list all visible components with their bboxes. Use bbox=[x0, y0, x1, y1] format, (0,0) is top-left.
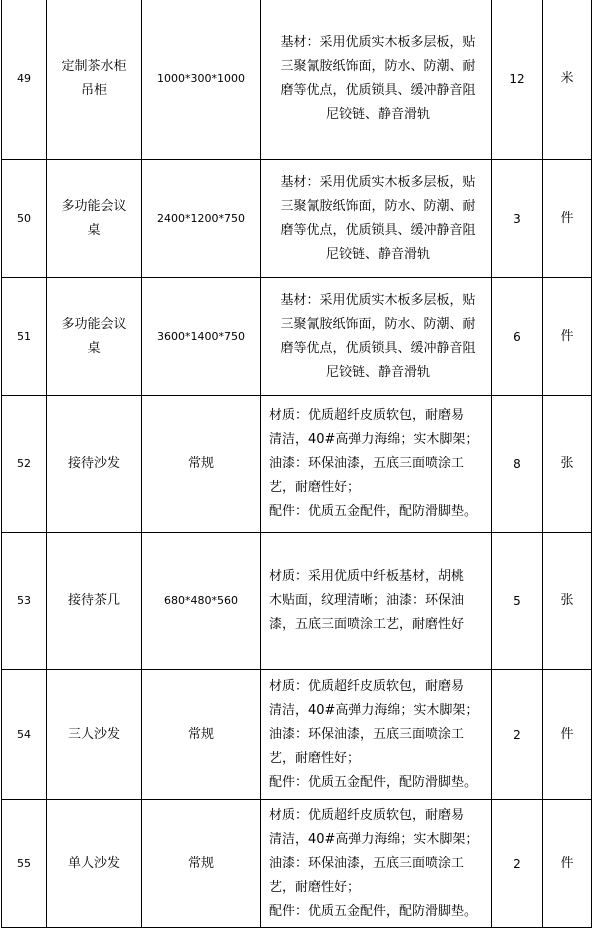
item-quantity: 3 bbox=[492, 160, 543, 278]
item-number: 55 bbox=[2, 800, 47, 928]
table-row bbox=[2, 0, 592, 160]
item-number: 53 bbox=[2, 533, 47, 670]
item-spec: 常规 bbox=[142, 670, 261, 800]
description-line: 基材：采用优质实木板多层板，贴 bbox=[280, 174, 476, 190]
item-quantity: 8 bbox=[492, 396, 543, 533]
item-name bbox=[47, 533, 142, 670]
item-name-line: 接待茶几 bbox=[67, 593, 120, 608]
item-spec: 常规 bbox=[142, 396, 261, 533]
item-name bbox=[47, 160, 142, 278]
description-line: 尼铰链、静音滑轨 bbox=[325, 246, 430, 262]
description-line: 艺，耐磨性好； bbox=[269, 879, 361, 895]
description-line: 油漆：环保油漆，五底三面喷涂工 bbox=[269, 855, 465, 871]
description-line: 油漆：环保油漆，五底三面喷涂工 bbox=[269, 456, 465, 471]
item-description bbox=[261, 533, 492, 670]
description-line: 磨等优点，优质锁具、缓冲静音阻 bbox=[280, 83, 476, 98]
description-line: 尼铰链、静音滑轨 bbox=[325, 107, 430, 122]
table-row bbox=[2, 278, 592, 396]
item-name-line: 三人沙发 bbox=[67, 726, 120, 742]
description-line: 磨等优点，优质锁具、缓冲静音阻 bbox=[280, 340, 476, 356]
table-row bbox=[2, 533, 592, 670]
item-unit: 件 bbox=[543, 278, 592, 396]
item-name bbox=[47, 396, 142, 533]
description-line: 配件：优质五金配件，配防滑脚垫。 bbox=[269, 504, 478, 519]
item-unit: 张 bbox=[543, 396, 592, 533]
item-unit: 件 bbox=[543, 670, 592, 800]
description-line: 木贴面，纹理清晰；油漆：环保油 bbox=[269, 593, 465, 608]
table-row bbox=[2, 800, 592, 928]
description-line: 三聚氰胺纸饰面，防水、防潮、耐 bbox=[280, 59, 476, 74]
item-quantity: 2 bbox=[492, 670, 543, 800]
item-unit: 米 bbox=[543, 0, 592, 160]
description-line: 清洁，40#高弹力海绵；实木脚架； bbox=[269, 702, 479, 718]
item-spec: 680*480*560 bbox=[142, 533, 261, 670]
item-name bbox=[47, 800, 142, 928]
item-unit: 件 bbox=[543, 800, 592, 928]
item-spec: 常规 bbox=[142, 800, 261, 928]
item-number: 50 bbox=[2, 160, 47, 278]
item-spec: 3600*1400*750 bbox=[142, 278, 261, 396]
description-line: 材质：优质超纤皮质软包，耐磨易 bbox=[269, 408, 465, 423]
table-row bbox=[2, 670, 592, 800]
item-name bbox=[47, 0, 142, 160]
item-name-line: 接待沙发 bbox=[67, 456, 120, 471]
furniture-spec-table bbox=[1, 0, 592, 928]
item-name-line: 定制茶水柜 bbox=[61, 59, 127, 74]
item-number: 52 bbox=[2, 396, 47, 533]
table-row bbox=[2, 160, 592, 278]
table-row bbox=[2, 396, 592, 533]
description-line: 材质：优质超纤皮质软包，耐磨易 bbox=[269, 678, 465, 694]
description-line: 三聚氰胺纸饰面，防水、防潮、耐 bbox=[280, 316, 476, 332]
item-description bbox=[261, 160, 492, 278]
description-line: 配件：优质五金配件，配防滑脚垫。 bbox=[269, 774, 478, 790]
item-spec: 2400*1200*750 bbox=[142, 160, 261, 278]
description-line: 艺，耐磨性好； bbox=[269, 750, 361, 766]
item-name-line: 多功能会议 bbox=[61, 316, 127, 332]
description-line: 清洁，40#高弹力海绵；实木脚架； bbox=[269, 831, 479, 847]
item-name-line: 吊柜 bbox=[80, 83, 107, 98]
description-line: 清洁，40#高弹力海绵；实木脚架； bbox=[269, 432, 479, 447]
item-description bbox=[261, 278, 492, 396]
item-number: 54 bbox=[2, 670, 47, 800]
item-number: 51 bbox=[2, 278, 47, 396]
item-quantity: 6 bbox=[492, 278, 543, 396]
item-name-line: 桌 bbox=[87, 340, 101, 356]
description-line: 基材：采用优质实木板多层板，贴 bbox=[280, 35, 476, 50]
description-line: 油漆：环保油漆，五底三面喷涂工 bbox=[269, 726, 465, 742]
item-unit: 件 bbox=[543, 160, 592, 278]
description-line: 材质：采用优质中纤板基材，胡桃 bbox=[269, 569, 465, 584]
description-line: 尼铰链、静音滑轨 bbox=[325, 364, 430, 380]
description-line: 配件：优质五金配件，配防滑脚垫。 bbox=[269, 903, 478, 919]
item-description bbox=[261, 396, 492, 533]
item-quantity: 5 bbox=[492, 533, 543, 670]
item-quantity: 2 bbox=[492, 800, 543, 928]
item-number: 49 bbox=[2, 0, 47, 160]
item-description bbox=[261, 0, 492, 160]
item-name-line: 桌 bbox=[87, 222, 101, 238]
description-line: 基材：采用优质实木板多层板，贴 bbox=[280, 292, 476, 308]
description-line: 漆，五底三面喷涂工艺，耐磨性好 bbox=[269, 617, 465, 632]
item-spec: 1000*300*1000 bbox=[142, 0, 261, 160]
description-line: 材质：优质超纤皮质软包，耐磨易 bbox=[269, 807, 465, 823]
item-name bbox=[47, 278, 142, 396]
item-description bbox=[261, 800, 492, 928]
item-name-line: 单人沙发 bbox=[67, 855, 120, 871]
item-name-line: 多功能会议 bbox=[61, 198, 127, 214]
item-quantity: 12 bbox=[492, 0, 543, 160]
description-line: 三聚氰胺纸饰面，防水、防潮、耐 bbox=[280, 198, 476, 214]
description-line: 艺，耐磨性好； bbox=[269, 480, 361, 495]
description-line: 磨等优点，优质锁具、缓冲静音阻 bbox=[280, 222, 476, 238]
item-name bbox=[47, 670, 142, 800]
item-description bbox=[261, 670, 492, 800]
table-body bbox=[2, 0, 592, 928]
item-unit: 张 bbox=[543, 533, 592, 670]
